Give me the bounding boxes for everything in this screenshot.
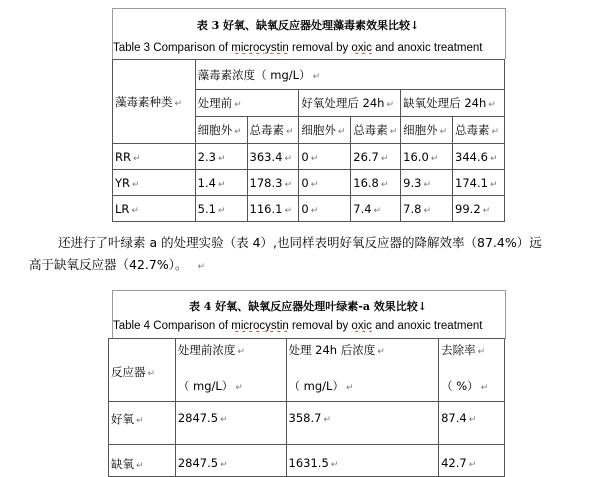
- body-paragraph: [29, 232, 542, 278]
- table3-cell: 344.6 ↵: [453, 144, 505, 170]
- table3-cell: 99.2 ↵: [453, 196, 505, 222]
- table4-col-after: 处理 24h 后浓度 ↵ （ mg/L） ↵: [286, 339, 439, 402]
- table4-cell: 87.4 ↵: [439, 402, 505, 445]
- table3-cell: 116.1 ↵: [247, 196, 299, 222]
- table-row: [113, 144, 505, 170]
- table4-cell-name: 好氧 ↵: [109, 402, 176, 445]
- table4-caption-cn: 表 4 好氧、缺氧反应器处理叶绿素-a 效果比较↓: [188, 300, 428, 313]
- table3-cell: 178.3 ↵: [247, 170, 299, 196]
- table3-conc-header: 藻毒素浓度（ mg/L） ↵: [195, 60, 504, 90]
- table4-cell: 1631.5 ↵: [286, 445, 439, 477]
- table3-cell: 0 ↵: [299, 196, 351, 222]
- paragraph-line-2: 高于缺氧反应器（42.7%）。 ↵: [29, 257, 206, 272]
- table-row: [113, 170, 505, 196]
- table3-cell: 9.3 ↵: [401, 170, 453, 196]
- table-row: [109, 402, 505, 445]
- table3-sub-total: 总毒素 ↵: [247, 117, 299, 144]
- table3-cell: 5.1 ↵: [195, 196, 247, 222]
- table4-cell: 42.7 ↵: [439, 445, 505, 477]
- table3-cell-name: YR ↵: [113, 170, 196, 196]
- table3-caption-en: Table 3 Comparison of microcystin removal by oxic and anoxic treatment: [113, 42, 483, 54]
- table3-sub-extra: 细胞外 ↵: [299, 117, 351, 144]
- table-row: [109, 445, 505, 477]
- paragraph-line-1: 还进行了叶绿素 a 的处理实验（表 4）,也同样表明好氧反应器的降解效率（87.4%）远: [58, 235, 542, 250]
- table3-cell: 2.3 ↵: [195, 144, 247, 170]
- table3-group-oxic: 好氧处理后 24h ↵: [299, 90, 401, 117]
- table3-cell: 0 ↵: [299, 144, 351, 170]
- table4-col-reactor: 反应器 ↵: [109, 339, 176, 402]
- table3-cell: 7.4 ↵: [351, 196, 401, 222]
- table3-cell: 7.8 ↵: [401, 196, 453, 222]
- table3-cell: 16.8 ↵: [351, 170, 401, 196]
- table4-caption-en: Table 4 Comparison of microcystin removal by oxic and anoxic treatment: [113, 320, 483, 332]
- table3-sub-total: 总毒素 ↵: [351, 117, 401, 144]
- table3-row-header: 藻毒素种类 ↵: [113, 60, 196, 144]
- table3-cell: 1.4 ↵: [195, 170, 247, 196]
- table3-group-before: 处理前 ↵: [195, 90, 299, 117]
- table4-cell-name: 缺氧 ↵: [109, 445, 176, 477]
- table3-caption-cn: 表 3 好氧、缺氧反应器处理藻毒素效果比较↓: [196, 19, 420, 32]
- table3: [112, 59, 505, 222]
- table-row: [113, 196, 505, 222]
- table4-cell: 2847.5 ↵: [175, 402, 286, 445]
- table3-cell-name: RR ↵: [113, 144, 196, 170]
- table3-group-anoxic: 缺氧处理后 24h ↵: [401, 90, 505, 117]
- table3-cell: 16.0 ↵: [401, 144, 453, 170]
- table3-cell: 26.7 ↵: [351, 144, 401, 170]
- table4-cell: 358.7 ↵: [286, 402, 439, 445]
- table3-sub-extra: 细胞外 ↵: [401, 117, 453, 144]
- table4-cell: 2847.5 ↵: [175, 445, 286, 477]
- table3-cell-name: LR ↵: [113, 196, 196, 222]
- table3-sub-extra: 细胞外 ↵: [195, 117, 247, 144]
- table3-cell: 363.4 ↵: [247, 144, 299, 170]
- table4-col-removal: 去除率 ↵ （ %） ↵: [439, 339, 505, 402]
- table4: [108, 338, 505, 477]
- table4-col-before: 处理前浓度 ↵ （ mg/L） ↵: [175, 339, 286, 402]
- table3-cell: 0 ↵: [299, 170, 351, 196]
- table3-sub-total: 总毒素 ↵: [453, 117, 505, 144]
- table3-cell: 174.1 ↵: [453, 170, 505, 196]
